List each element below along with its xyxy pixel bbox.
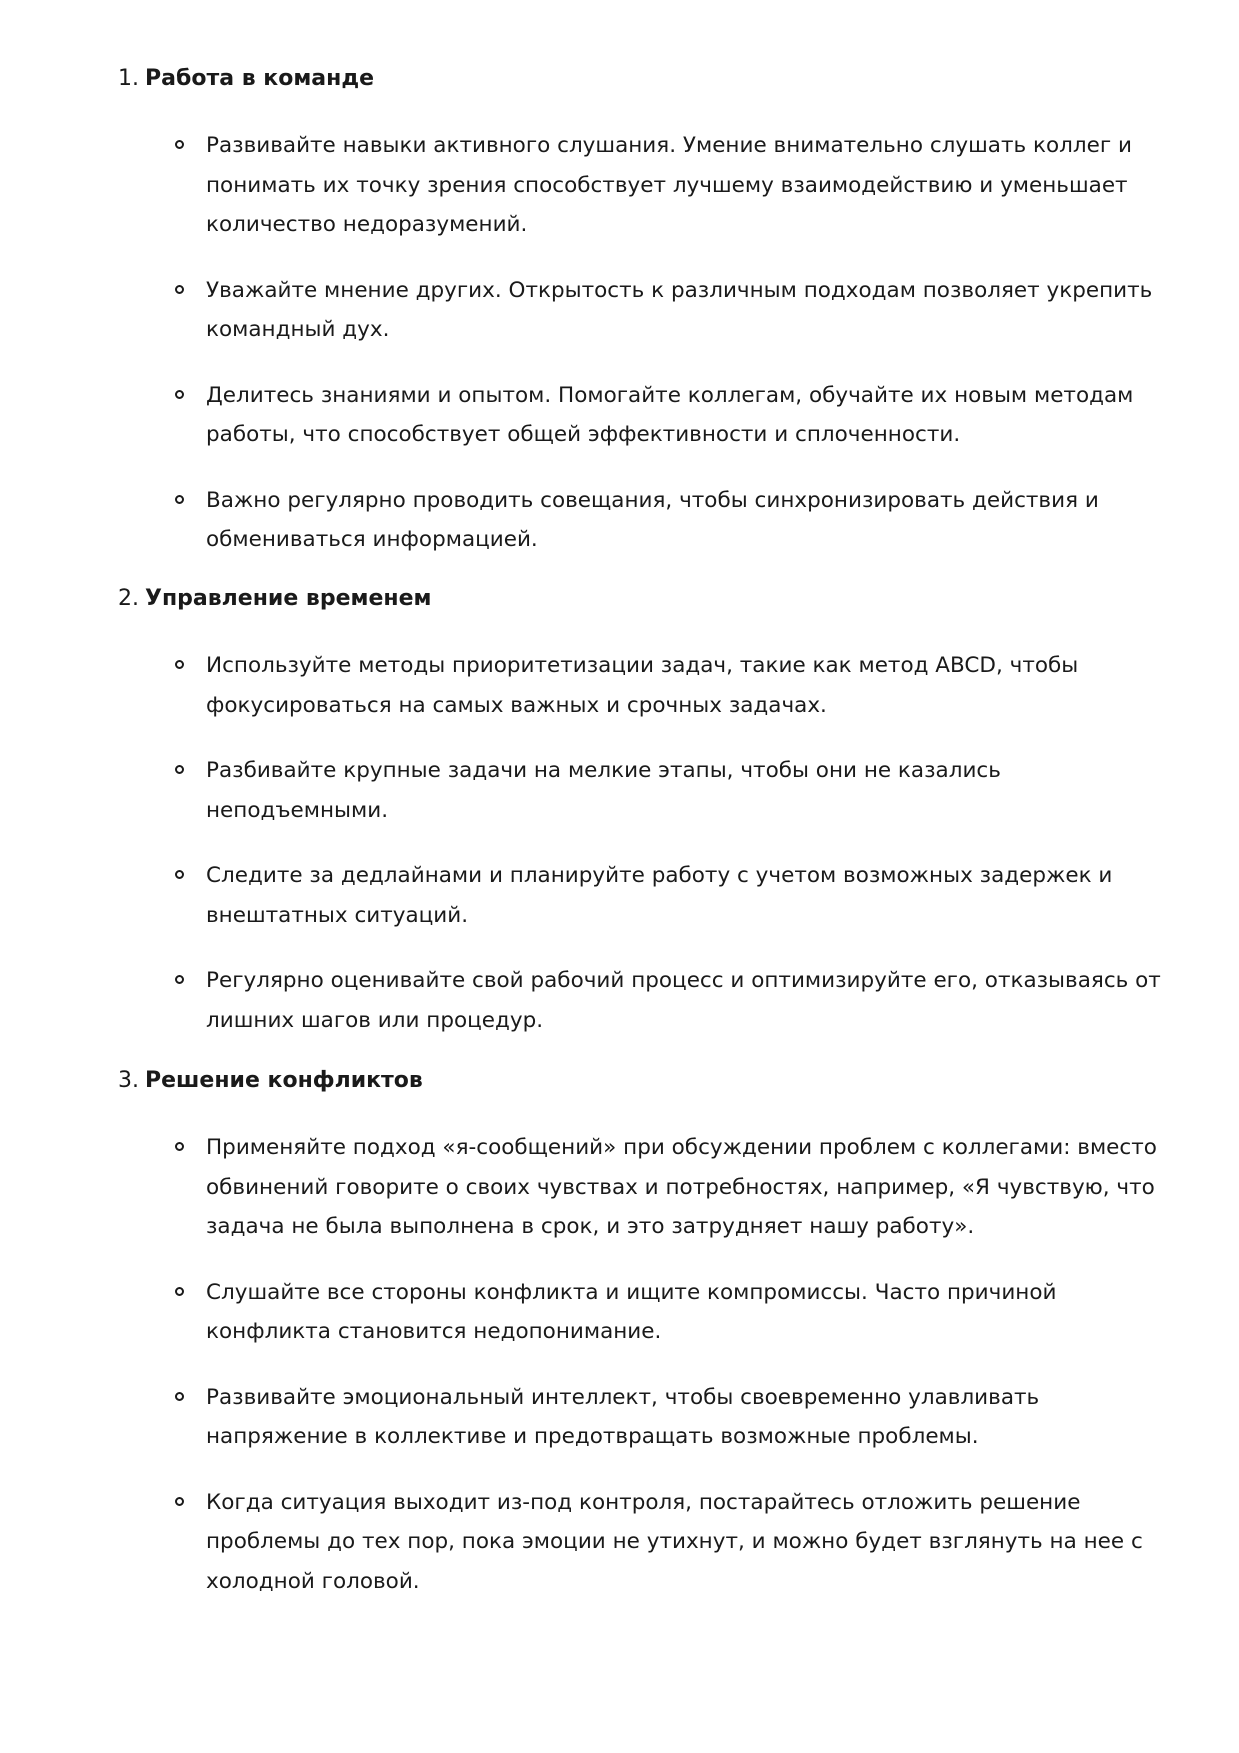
circle-bullet-icon: [175, 495, 184, 504]
circle-bullet-icon: [175, 1287, 184, 1296]
list-item-text: Важно регулярно проводить совещания, чтобы синхронизировать действия и обмениваться информацией.: [206, 487, 1099, 552]
section-title: Управление временем: [145, 586, 432, 611]
section-heading: [118, 60, 1168, 98]
circle-bullet-icon: [175, 1142, 184, 1151]
list-item-text: Следите за дедлайнами и планируйте работу с учетом возможных задержек и внештатных ситуаций.: [206, 863, 1113, 928]
list-item: [118, 126, 1176, 245]
section-number: 2.: [118, 586, 139, 611]
list-item-text: Когда ситуация выходит из-под контроля, постарайтесь отложить решение проблемы до тех пор, пока эмоции не утихнут, и можно будет взглянуть на нее с холодной головой.: [206, 1489, 1143, 1594]
circle-bullet-icon: [175, 390, 184, 399]
circle-bullet-icon: [175, 975, 184, 984]
list-item: [118, 751, 1176, 830]
section-heading: [118, 580, 1168, 618]
list-item-text: Регулярно оценивайте свой рабочий процесс и оптимизируйте его, отказываясь от лишних шагов или процедур.: [206, 968, 1161, 1033]
section-time-management: [118, 580, 1168, 1040]
list-item: [118, 1128, 1176, 1247]
section-conflict-resolution: [118, 1062, 1168, 1601]
list-item-text: Развивайте эмоциональный интеллект, чтобы своевременно улавливать напряжение в коллективе и предотвращать возможные проблемы.: [206, 1384, 1040, 1449]
list-item-text: Уважайте мнение других. Открытость к различным подходам позволяет укрепить командный дух.: [206, 277, 1153, 342]
list-item-text: Разбивайте крупные задачи на мелкие этапы, чтобы они не казались неподъемными.: [206, 758, 1001, 823]
circle-bullet-icon: [175, 1497, 184, 1506]
circle-bullet-icon: [175, 765, 184, 774]
circle-bullet-icon: [175, 140, 184, 149]
bullet-list: [118, 126, 1168, 560]
list-item-text: Используйте методы приоритетизации задач, такие как метод ABCD, чтобы фокусироваться на самых важных и срочных задачах.: [206, 653, 1079, 718]
list-item: [118, 856, 1176, 935]
bullet-list: [118, 1128, 1168, 1601]
section-number: 3.: [118, 1068, 139, 1093]
list-item: [118, 271, 1176, 350]
bullet-list: [118, 646, 1168, 1040]
list-item-text: Слушайте все стороны конфликта и ищите компромиссы. Часто причиной конфликта становится недопонимание.: [206, 1279, 1057, 1344]
section-number: 1.: [118, 66, 139, 91]
section-heading: [118, 1062, 1168, 1100]
section-title: Решение конфликтов: [145, 1068, 423, 1093]
list-item: [118, 961, 1176, 1040]
list-item-text: Развивайте навыки активного слушания. Умение внимательно слушать коллег и понимать их точку зрения способствует лучшему взаимодействию и уменьшает количество недоразумений.: [206, 133, 1132, 237]
circle-bullet-icon: [175, 1392, 184, 1401]
list-item: [118, 481, 1176, 560]
section-title: Работа в команде: [145, 66, 375, 91]
circle-bullet-icon: [175, 660, 184, 669]
list-item: [118, 376, 1176, 455]
list-item: [118, 646, 1176, 725]
list-item: [118, 1273, 1176, 1352]
circle-bullet-icon: [175, 870, 184, 879]
list-item: [118, 1483, 1176, 1602]
circle-bullet-icon: [175, 285, 184, 294]
section-teamwork: [118, 60, 1168, 560]
list-item-text: Делитесь знаниями и опытом. Помогайте коллегам, обучайте их новым методам работы, что способствует общей эффективности и сплоченности.: [206, 382, 1134, 447]
list-item: [118, 1378, 1176, 1457]
list-item-text: Применяйте подход «я-сообщений» при обсуждении проблем с коллегами: вместо обвинений говорите о своих чувствах и потребностях, например, «Я чувствую, что задача не была выполнена в срок, и это затрудняет нашу работу».: [206, 1135, 1157, 1239]
